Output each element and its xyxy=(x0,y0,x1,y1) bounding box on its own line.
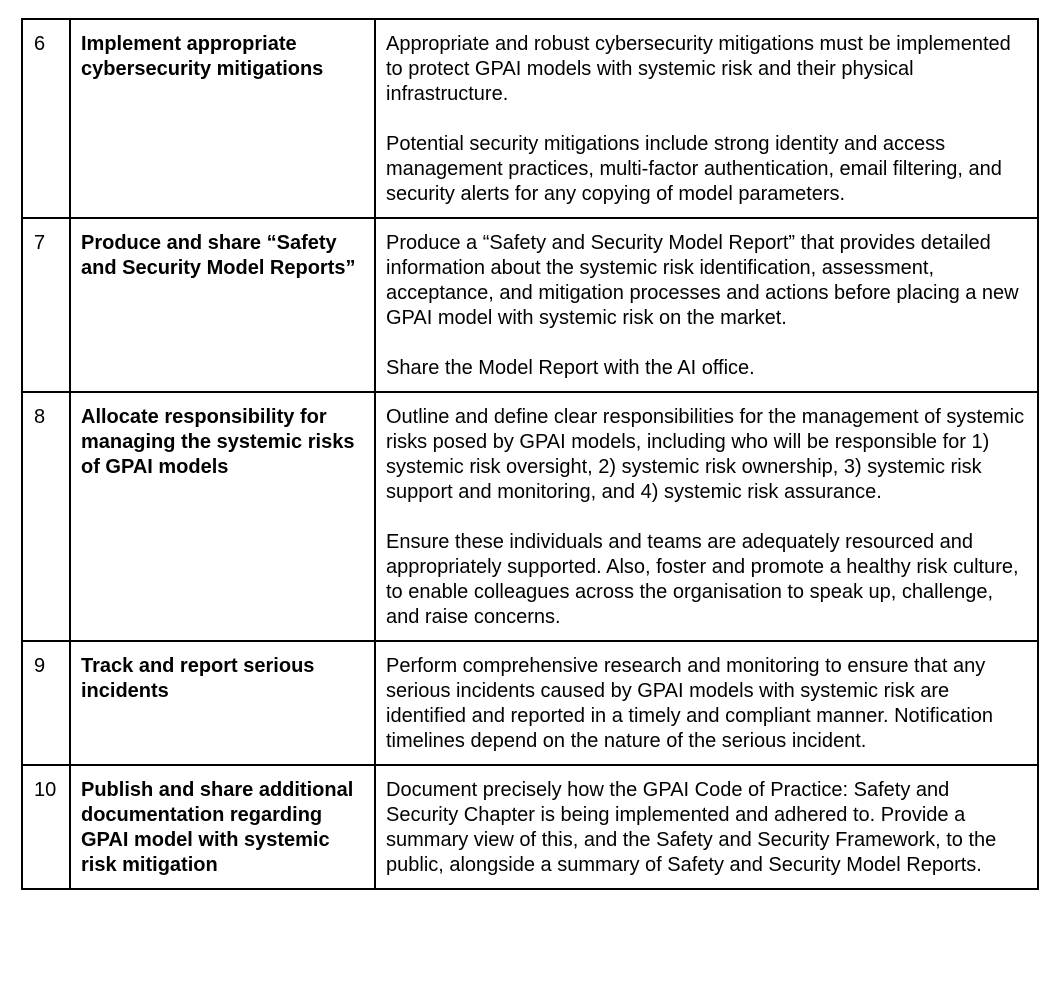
description-paragraph: Document precisely how the GPAI Code of Practice: Safety and Security Chapter is being implemented and adhered to. Provide a summary view of this, and the Safety and Security Framework, to the public, alongside a summary of Safety and Security Model Reports. xyxy=(386,779,997,876)
row-description xyxy=(375,218,1038,392)
row-title: Allocate responsibility for managing the systemic risks of GPAI models xyxy=(70,392,375,641)
row-number: 7 xyxy=(22,218,70,392)
row-title: Produce and share “Safety and Security Model Reports” xyxy=(70,218,375,392)
row-title: Implement appropriate cybersecurity mitigations xyxy=(70,19,375,218)
description-paragraph: Perform comprehensive research and monitoring to ensure that any serious incidents caused by GPAI models with systemic risk are identified and reported in a timely and compliant manner. Notification timelines depend on the nature of the serious incident. xyxy=(386,655,994,752)
table-row xyxy=(22,218,1038,392)
description-paragraph: Appropriate and robust cybersecurity mitigations must be implemented to protect GPAI models with systemic risk and their physical infrastructure. xyxy=(386,33,1011,105)
row-description xyxy=(375,392,1038,641)
table-row xyxy=(22,765,1038,889)
description-paragraph: Outline and define clear responsibilities for the management of systemic risks posed by GPAI models, including who will be responsible for 1) systemic risk oversight, 2) systemic risk ownership, 3) systemic risk support and monitoring, and 4) systemic risk assurance. xyxy=(386,406,1025,503)
row-description xyxy=(375,19,1038,218)
description-paragraph: Share the Model Report with the AI office. xyxy=(386,357,755,379)
row-number: 9 xyxy=(22,641,70,765)
row-number: 6 xyxy=(22,19,70,218)
description-paragraph: Produce a “Safety and Security Model Report” that provides detailed information about the systemic risk identification, assessment, acceptance, and mitigation processes and actions before placing a new GPAI model with systemic risk on the market. xyxy=(386,232,1019,329)
table-row xyxy=(22,19,1038,218)
row-description xyxy=(375,765,1038,889)
description-paragraph: Ensure these individuals and teams are adequately resourced and appropriately supported. Also, foster and promote a healthy risk culture, to enable colleagues across the organisation to speak up, challenge, and raise concerns. xyxy=(386,531,1019,628)
row-title: Track and report serious incidents xyxy=(70,641,375,765)
measures-table xyxy=(21,18,1039,890)
table-row xyxy=(22,392,1038,641)
row-number: 10 xyxy=(22,765,70,889)
row-description xyxy=(375,641,1038,765)
table-row xyxy=(22,641,1038,765)
description-paragraph: Potential security mitigations include strong identity and access management practices, multi-factor authentication, email filtering, and security alerts for any copying of model parameters. xyxy=(386,133,1002,205)
row-number: 8 xyxy=(22,392,70,641)
row-title: Publish and share additional documentation regarding GPAI model with systemic risk mitigation xyxy=(70,765,375,889)
